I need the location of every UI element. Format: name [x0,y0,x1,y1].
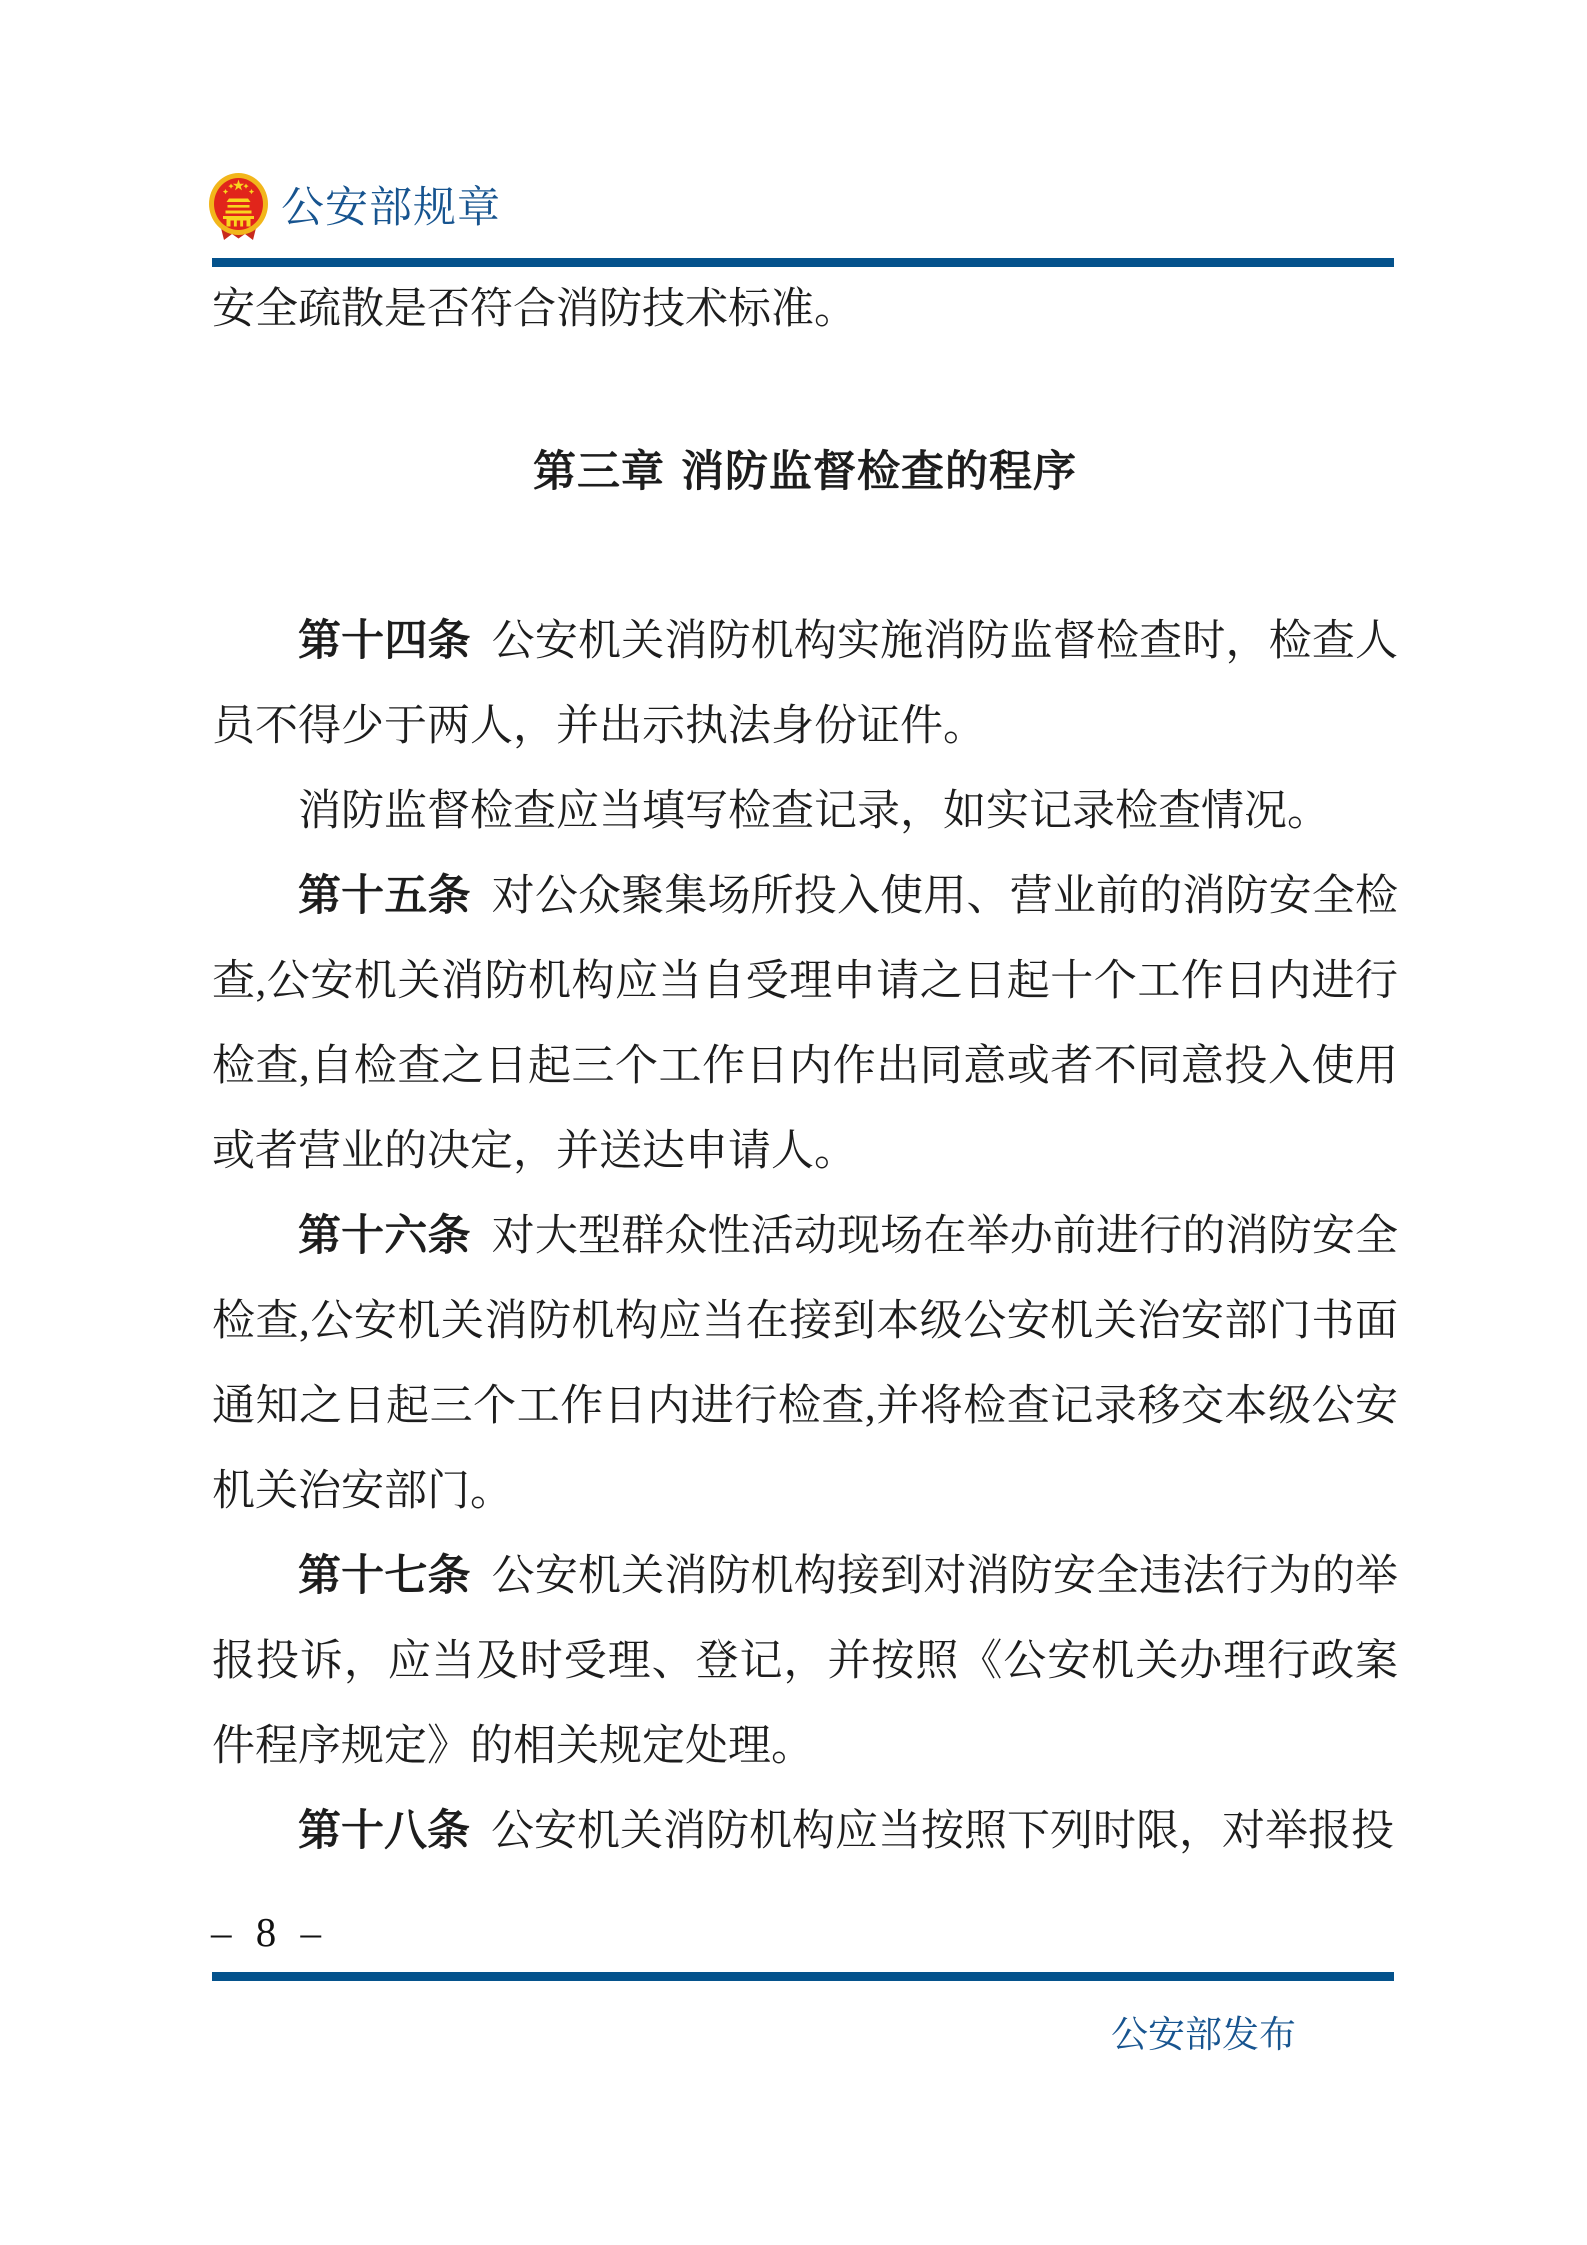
article-text: 公安机关消防机构接到对消防安全违法行为的举报投诉，应当及时受理、登记，并按照《公安机关办理行政案件程序规定》的相关规定处理。 [212,1553,1399,1770]
article-paragraph [212,1534,1398,1789]
article-number: 第十八条 [298,1806,470,1856]
article-text: 公安机关消防机构应当按照下列时限，对举报投 [491,1808,1394,1855]
publisher-label: 公安部发布 [1111,2015,1296,2056]
article-paragraph [212,1194,1398,1534]
continuation-paragraph: 安全疏散是否符合消防技术标准。 [212,286,857,333]
article-number: 第十五条 [298,871,471,921]
document-body [212,267,1398,1874]
article-paragraph [212,599,1398,769]
article-text: 公安机关消防机构实施消防监督检查时，检查人员不得少于两人，并出示执法身份证件。 [212,618,1399,750]
article-number: 第十七条 [298,1551,471,1601]
article-number: 第十六条 [298,1211,471,1261]
page-number: – 8 – [211,1909,324,1955]
china-national-emblem-icon [207,172,270,242]
chapter-heading: 第三章 消防监督检查的程序 [533,447,1077,497]
header-rule [212,258,1394,267]
footer-rule [212,1972,1394,1981]
article-paragraph [212,1789,1398,1874]
article-number: 第十四条 [298,616,471,666]
article-text: 对公众聚集场所投入使用、营业前的消防安全检查,公安机关消防机构应当自受理申请之日起十个工作日内进行检查,自检查之日起三个工作日内作出同意或者不同意投入使用或者营业的决定，并送达申请人。 [212,873,1399,1175]
article-paragraph [212,769,1398,854]
article-paragraph [212,854,1398,1194]
header-title: 公安部规章 [281,185,501,232]
article-text: 消防监督检查应当填写检查记录，如实记录检查情况。 [298,788,1330,835]
article-text: 对大型群众性活动现场在举办前进行的消防安全检查,公安机关消防机构应当在接到本级公安机关治安部门书面通知之日起三个工作日内进行检查,并将检查记录移交本级公安机关治安部门。 [212,1213,1399,1515]
